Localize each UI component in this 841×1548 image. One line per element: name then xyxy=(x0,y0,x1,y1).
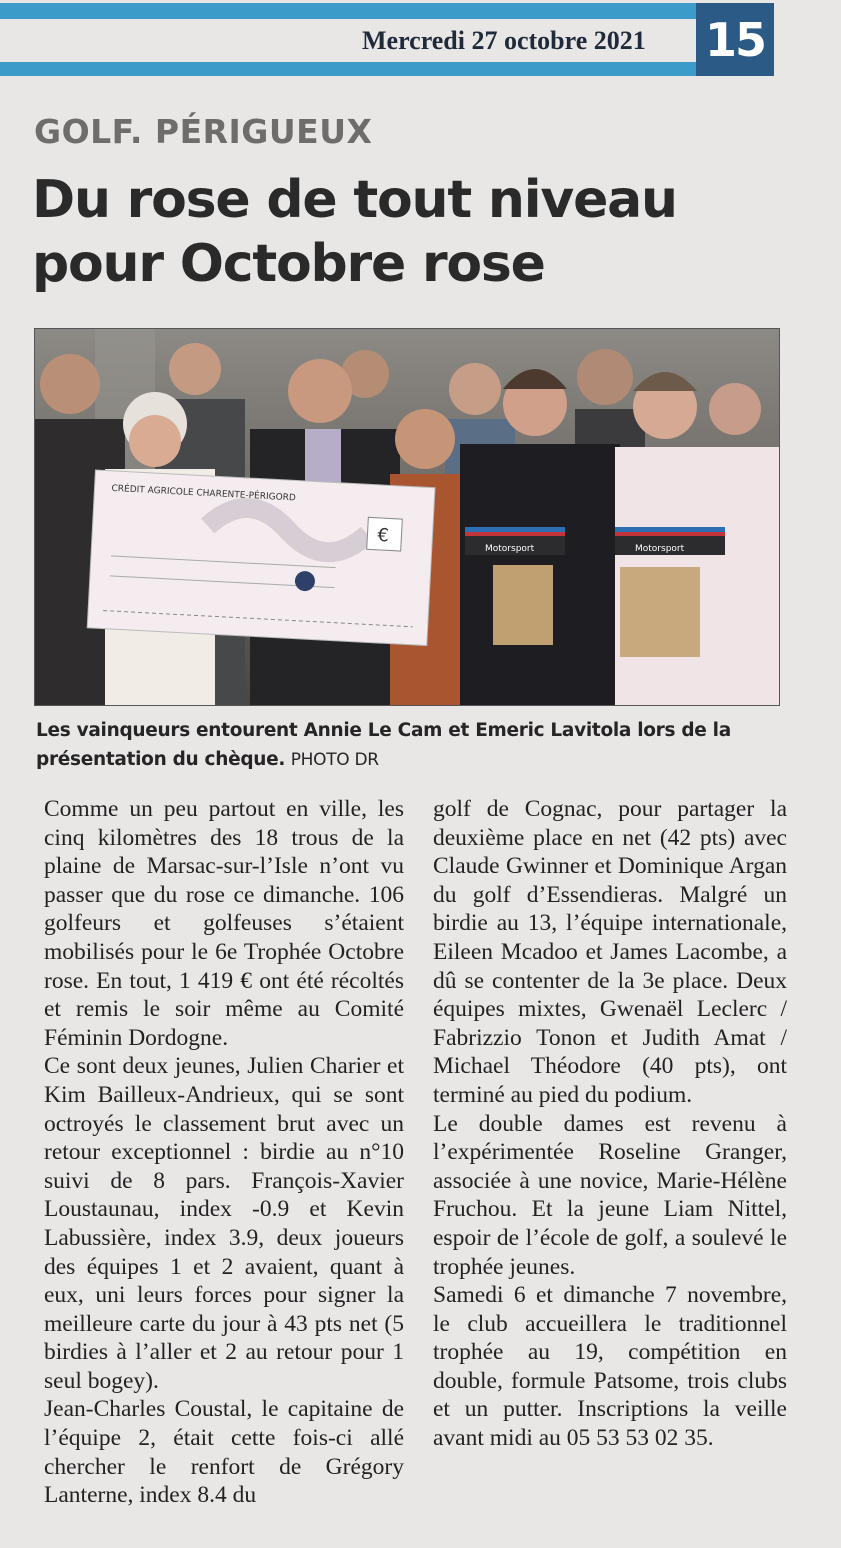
article-headline: Du rose de tout niveau pour Octobre rose xyxy=(32,170,677,294)
photo-caption xyxy=(36,716,786,775)
paragraph: Ce sont deux jeunes, Julien Charier et Kim Bailleux-Andrieux, qui se sont octroyés le classement brut avec un retour exceptionnel : birdie au n°10 suivi de 8 pars. François-Xavier Loustaunau, index -0.9 et Kevin Labussière, index 3.9, deux joueurs des équipes 1 et 2 avaient, quant à eux, uni leurs forces pour signer la meilleure carte du jour à 43 pts net (5 birdies à l’aller et 2 au retour pour 1 seul bogey). xyxy=(44,1053,404,1394)
caption-text: Les vainqueurs entourent Annie Le Cam et Emeric Lavitola lors de la présentation du chèque. xyxy=(36,720,731,770)
paragraph: Samedi 6 et dimanche 7 novembre, le club accueillera le traditionnel trophée au 19, compétition en double, formule Patsome, trois clubs et un putter. Inscriptions la veille avant midi au 05 53 53 02 35. xyxy=(433,1282,787,1452)
article-kicker: GOLF. PÉRIGUEUX xyxy=(34,112,373,151)
cheque-bank: CRÉDIT AGRICOLE CHARENTE-PÉRIGORD xyxy=(111,483,297,504)
trophy-label-1: Motorsport xyxy=(485,544,535,554)
header-accent-bar-top xyxy=(0,3,700,19)
paragraph: Comme un peu partout en ville, les cinq kilomètres des 18 trous de la plaine de Marsac-sur-l’Isle n’ont vu passer que du rose ce dimanche. 106 golfeurs et golfeuses s’étaient mobilisés pour le 6e Trophée Octobre rose. En tout, 1 419 € ont été récoltés et remis le soir même au Comité Féminin Dordogne. xyxy=(44,796,404,1051)
page-number-box xyxy=(696,3,774,76)
photo-credit: PHOTO DR xyxy=(290,750,379,770)
article-column-right xyxy=(433,795,787,1453)
paragraph: golf de Cognac, pour partager la deuxième place en net (42 pts) avec Claude Gwinner et Dominique Argan du golf d’Essendieras. Malgré un birdie au 13, l’équipe internationale, Eileen Mcadoo et James Lacombe, a dû se contenter de la 3e place. Deux équipes mixtes, Gwenaël Leclerc / Fabrizzio Tonon et Judith Amat / Michael Théodore (40 pts), ont terminé au pied du podium. xyxy=(433,796,787,1108)
trophy-label-2: Motorsport xyxy=(635,544,685,554)
issue-date: Mercredi 27 octobre 2021 xyxy=(362,26,646,55)
page-number: 15 xyxy=(704,12,765,67)
paragraph: Jean-Charles Coustal, le capitaine de l’équipe 2, était cette fois-ci allé chercher le renfort de Grégory Lanterne, index 8.4 du xyxy=(44,1396,404,1509)
paragraph: Le double dames est revenu à l’expérimentée Roseline Granger, associée à une novice, Marie-Hélène Fruchou. Et la jeune Liam Nittel, espoir de l’école de golf, a soulevé le trophée jeunes. xyxy=(433,1110,787,1280)
header-accent-bar-bottom xyxy=(0,62,700,76)
photo-illustration xyxy=(35,329,779,705)
cheque-currency: € xyxy=(376,524,390,547)
article-column-left xyxy=(44,795,404,1510)
article-photo xyxy=(34,328,780,706)
